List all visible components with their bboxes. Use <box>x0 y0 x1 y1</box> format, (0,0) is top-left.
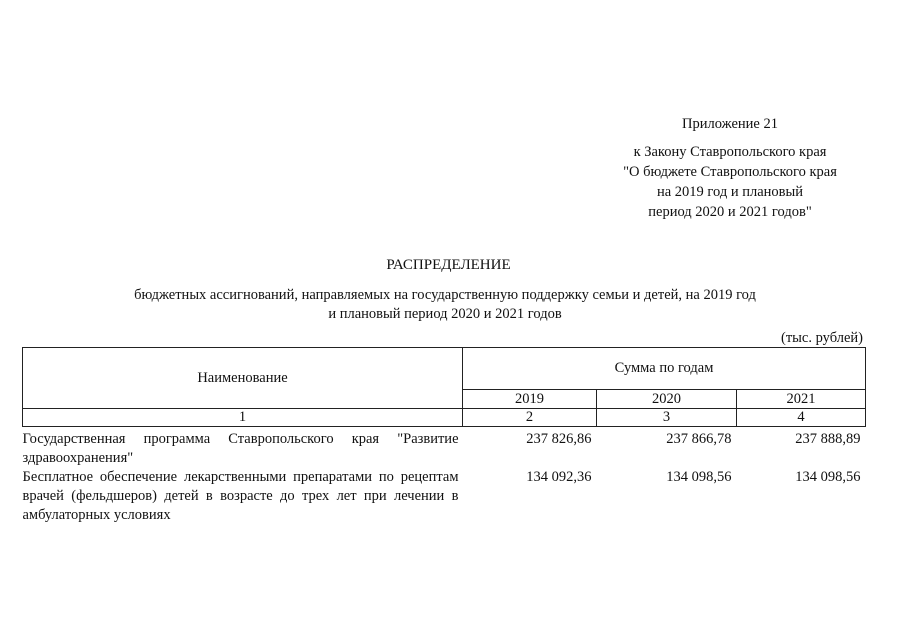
law-reference <box>600 142 860 222</box>
column-header-name: Наименование <box>23 348 463 409</box>
document-title: РАСПРЕДЕЛЕНИЕ <box>386 257 511 273</box>
column-number: 1 <box>23 409 463 427</box>
row-name: Государственная программа Ставропольского края "Развитие здравоохранения" <box>22 431 459 466</box>
table-row <box>23 427 866 469</box>
subtitle-line: бюджетных ассигнований, направляемых на государственную поддержку семьи и детей, на 2019 год <box>134 287 756 303</box>
row-value-2020: 134 098,56 <box>666 469 732 485</box>
row-value-2020: 237 866,78 <box>666 431 732 447</box>
row-name: Бесплатное обеспечение лекарственными препаратами по рецептам врачей (фельдшеров) детей в возрасте до трех лет при лечении в амбулаторных условиях <box>22 469 459 523</box>
column-header-sum: Сумма по годам <box>463 348 866 390</box>
law-reference-line: к Закону Ставропольского края <box>633 144 827 160</box>
subtitle-line: и плановый период 2020 и 2021 годов <box>328 306 562 322</box>
document-subtitle <box>100 286 790 324</box>
units-label: (тыс. рублей) <box>781 330 863 346</box>
column-number: 3 <box>597 409 737 427</box>
column-header-year: 2020 <box>597 390 737 409</box>
row-value-2019: 237 826,86 <box>526 431 592 447</box>
column-header-year: 2021 <box>737 390 866 409</box>
row-value-2021: 237 888,89 <box>795 431 861 447</box>
law-reference-line: период 2020 и 2021 годов" <box>648 204 812 220</box>
law-reference-line: "О бюджете Ставропольского края <box>623 164 837 180</box>
column-number: 2 <box>463 409 597 427</box>
column-header-year: 2019 <box>463 390 597 409</box>
law-reference-line: на 2019 год и плановый <box>656 184 804 200</box>
row-value-2021: 134 098,56 <box>795 469 861 485</box>
column-number: 4 <box>737 409 866 427</box>
row-value-2019: 134 092,36 <box>526 469 592 485</box>
annex-label: Приложение 21 <box>682 116 778 132</box>
budget-table <box>22 347 866 525</box>
table-row <box>23 468 866 525</box>
